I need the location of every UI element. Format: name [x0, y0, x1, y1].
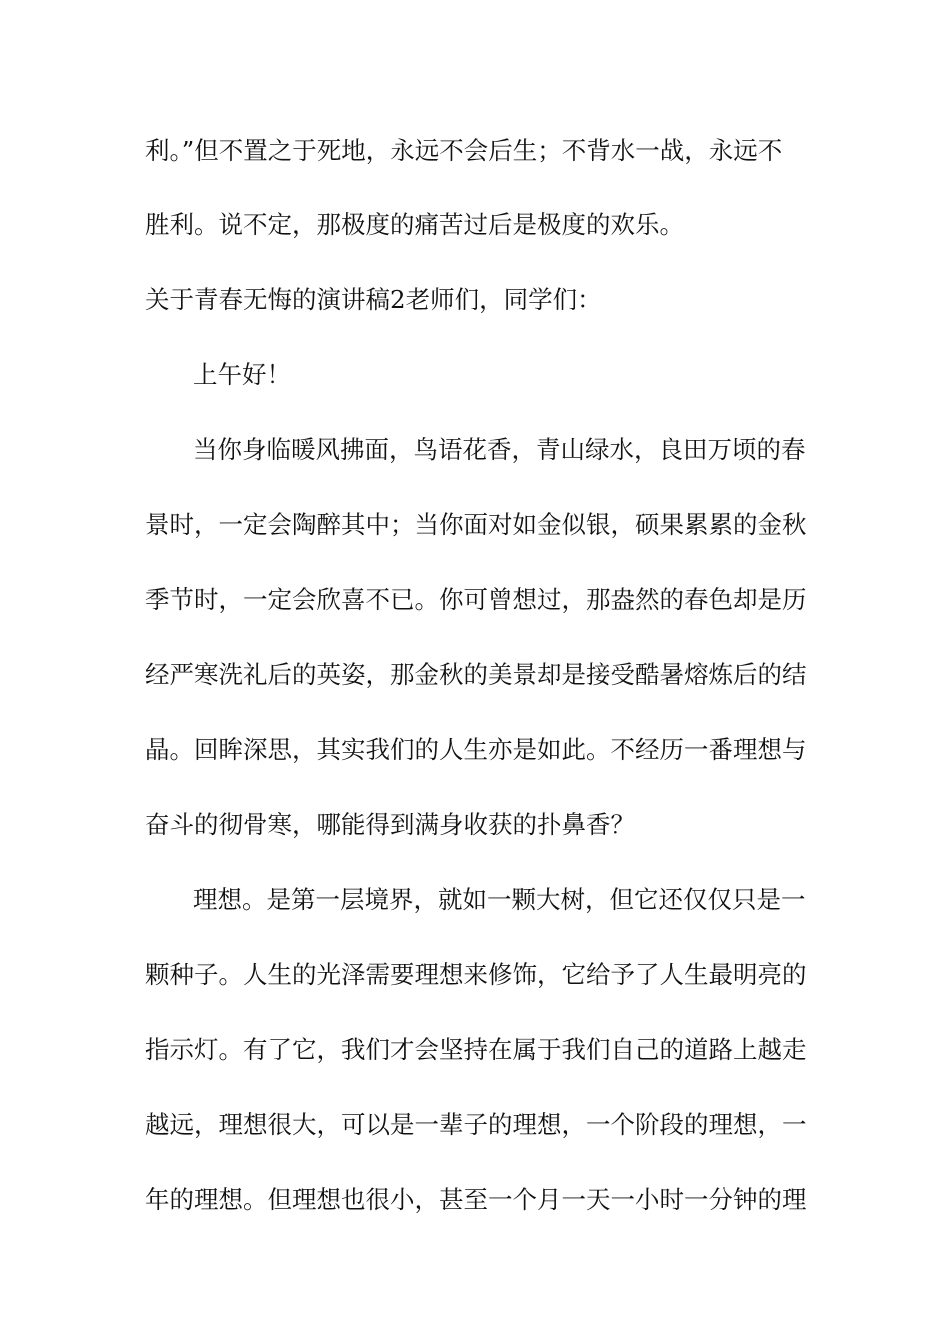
text-line: 奋斗的彻骨寒，哪能得到满身收获的扑鼻香？: [145, 810, 635, 839]
text-line: 景时，一定会陶醉其中；当你面对如金似银，硕果累累的金秋: [145, 510, 807, 539]
text-line: 季节时，一定会欣喜不已。你可曾想过，那盎然的春色却是历: [145, 585, 807, 614]
section-heading-line: 关于青春无悔的演讲稿2老师们，同学们：: [145, 285, 602, 314]
text-line: 越远，理想很大，可以是一辈子的理想，一个阶段的理想，一: [145, 1110, 807, 1139]
text-line: 利。”但不置之于死地，永远不会后生；不背水一战，永远不: [145, 136, 783, 165]
text-line: 经严寒洗礼后的英姿，那金秋的美景却是接受酷暑熔炼后的结: [145, 660, 807, 689]
paragraph-first-line: 当你身临暖风拂面，鸟语花香，青山绿水，良田万顷的春: [193, 435, 806, 464]
text-line: 指示灯。有了它，我们才会坚持在属于我们自己的道路上越走: [145, 1035, 807, 1064]
text-line: 颗种子。人生的光泽需要理想来修饰，它给予了人生最明亮的: [145, 960, 807, 989]
paragraph-first-line: 理想。是第一层境界，就如一颗大树，但它还仅仅只是一: [193, 885, 806, 914]
text-line: 晶。回眸深思，其实我们的人生亦是如此。不经历一番理想与: [145, 735, 807, 764]
greeting-line: 上午好！: [193, 360, 291, 389]
text-line: 胜利。说不定，那极度的痛苦过后是极度的欢乐。: [145, 210, 684, 239]
text-line: 年的理想。但理想也很小，甚至一个月一天一小时一分钟的理: [145, 1185, 807, 1214]
